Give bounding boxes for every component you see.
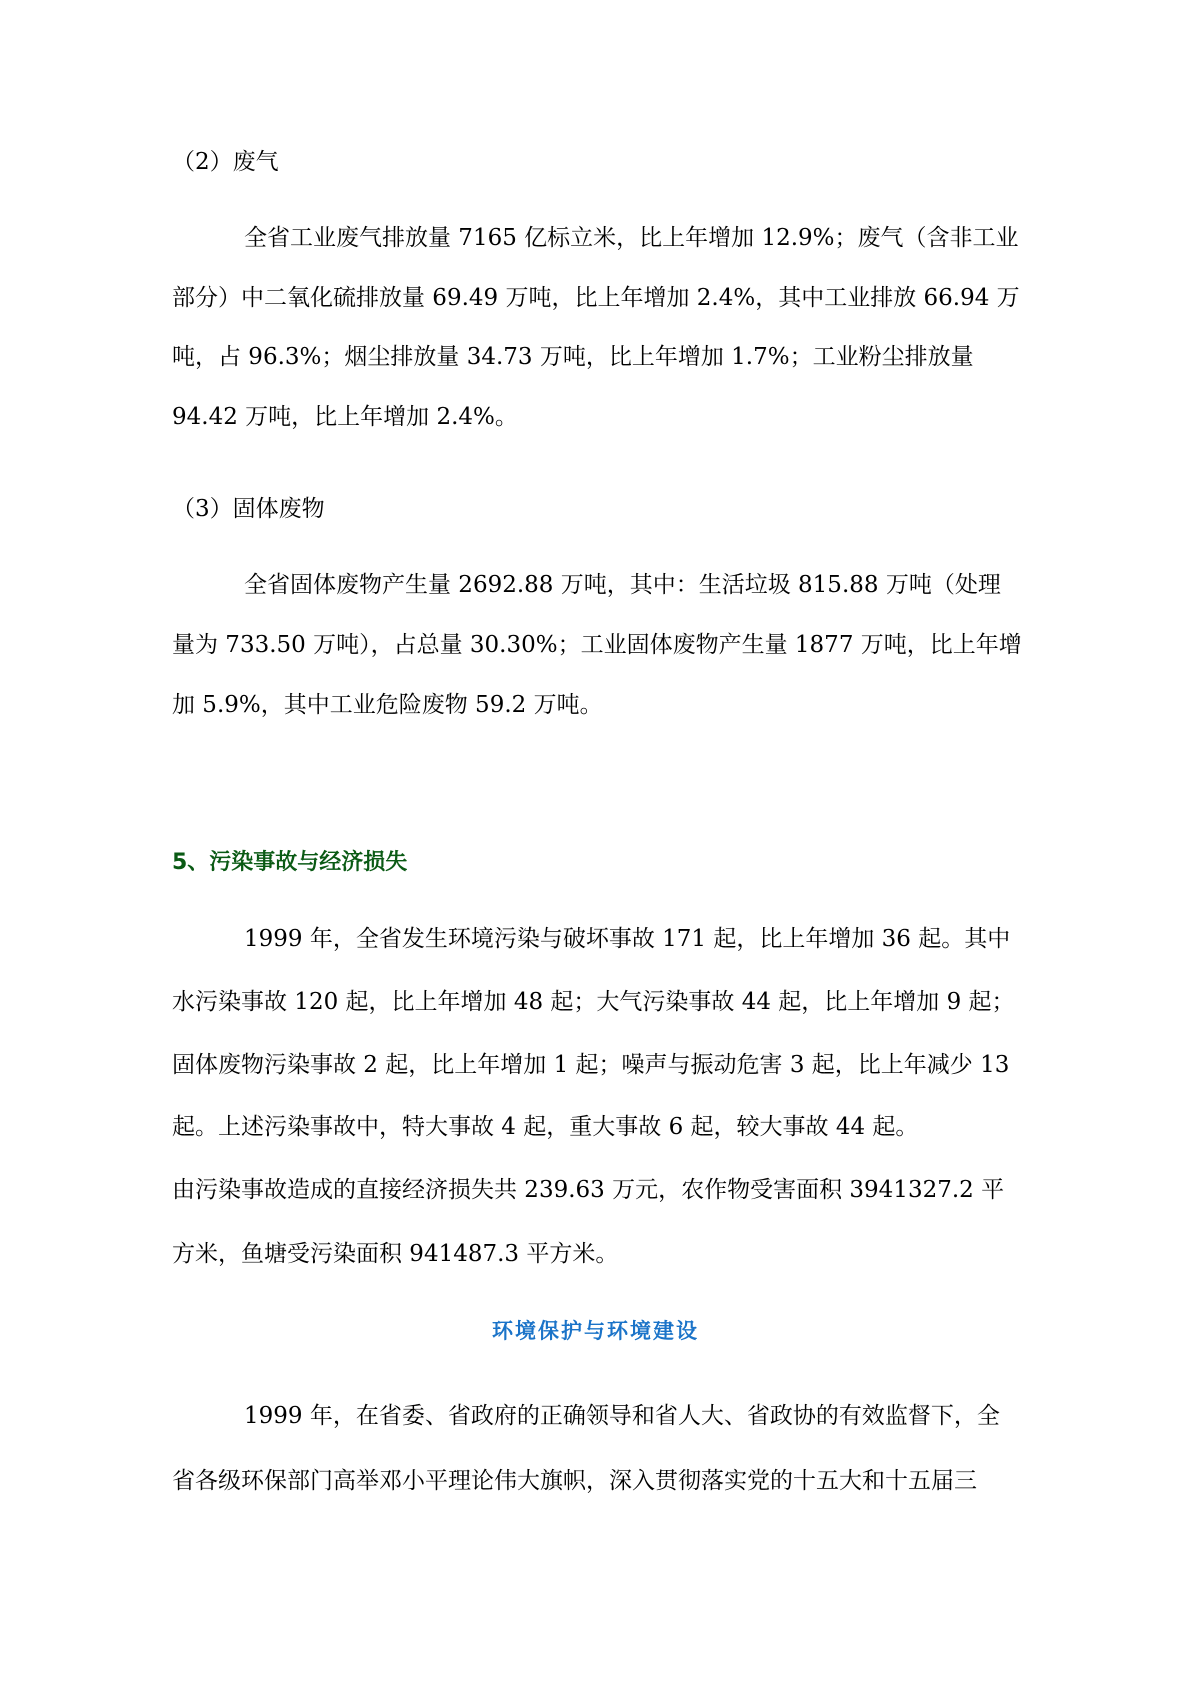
- paragraph-line: 固体废物污染事故 2 起，比上年增加 1 起；噪声与振动危害 3 起，比上年减少 13: [172, 1052, 1010, 1078]
- paragraph-line: 全省工业废气排放量 7165 亿标立米，比上年增加 12.9%；废气（含非工业: [244, 225, 1019, 251]
- paragraph-line: 1999 年，全省发生环境污染与破坏事故 171 起，比上年增加 36 起。其中: [244, 926, 1011, 952]
- paragraph-line: 方米，鱼塘受污染面积 941487.3 平方米。: [172, 1241, 619, 1267]
- paragraph-line: 加 5.9%，其中工业危险废物 59.2 万吨。: [172, 692, 603, 718]
- paragraph-line: 1999 年，在省委、省政府的正确领导和省人大、省政协的有效监督下，全: [244, 1403, 1000, 1429]
- paragraph-line: 水污染事故 120 起，比上年增加 48 起；大气污染事故 44 起，比上年增加 9 起；: [172, 989, 1015, 1015]
- paragraph-line: 94.42 万吨，比上年增加 2.4%。: [172, 404, 518, 430]
- chapter-title: 环境保护与环境建设: [492, 1319, 699, 1343]
- paragraph-line: 由污染事故造成的直接经济损失共 239.63 万元，农作物受害面积 3941327.2 平: [172, 1177, 1005, 1203]
- solid-waste-label: （3）固体废物: [172, 496, 325, 522]
- paragraph-line: 吨，占 96.3%；烟尘排放量 34.73 万吨，比上年增加 1.7%；工业粉尘排放量: [172, 344, 974, 370]
- paragraph-line: 全省固体废物产生量 2692.88 万吨，其中：生活垃圾 815.88 万吨（处理: [244, 572, 1001, 598]
- waste-gas-label: （2）废气: [172, 149, 279, 175]
- paragraph-line: 量为 733.50 万吨），占总量 30.30%；工业固体废物产生量 1877 万吨，比上年增: [172, 632, 1022, 658]
- paragraph-line: 省各级环保部门高举邓小平理论伟大旗帜，深入贯彻落实党的十五大和十五届三: [172, 1468, 977, 1494]
- section-title: 5、污染事故与经济损失: [172, 850, 408, 875]
- paragraph-line: 起。上述污染事故中，特大事故 4 起，重大事故 6 起，较大事故 44 起。: [172, 1114, 919, 1140]
- paragraph-line: 部分）中二氧化硫排放量 69.49 万吨，比上年增加 2.4%，其中工业排放 66.94 万: [172, 285, 1020, 311]
